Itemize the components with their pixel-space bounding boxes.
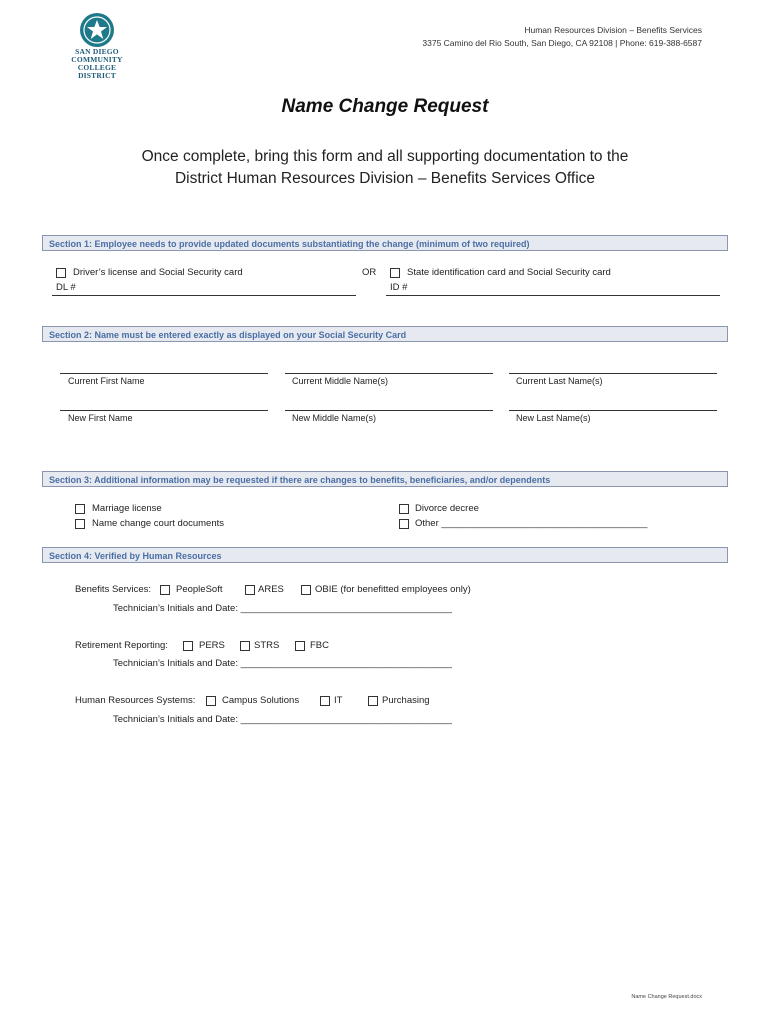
pers-label: PERS: [199, 640, 225, 651]
new-middle-name-field[interactable]: [285, 410, 493, 411]
fbc-label: FBC: [310, 640, 329, 651]
current-first-name-label: Current First Name: [68, 376, 145, 386]
other-checkbox[interactable]: [399, 519, 409, 529]
current-middle-name-label: Current Middle Name(s): [292, 376, 389, 386]
header-contact: [422, 24, 702, 50]
logo-line-1: SAN DIEGO: [75, 47, 119, 56]
section-2-heading: Section 2: Name must be entered exactly as displayed on your Social Security Card: [42, 326, 728, 342]
benefits-technician-line[interactable]: Technician’s Initials and Date: ________________________________________: [113, 603, 452, 614]
retirement-reporting-label: Retirement Reporting:: [75, 640, 168, 651]
district-logo: [52, 12, 142, 80]
fbc-checkbox[interactable]: [295, 641, 305, 651]
section-3-heading: Section 3: Additional information may be requested if there are changes to benefits, beneficiaries, and/or dependents: [42, 471, 728, 487]
court-documents-label: Name change court documents: [92, 518, 225, 529]
current-first-name-field[interactable]: [60, 373, 268, 374]
new-first-name-field[interactable]: [60, 410, 268, 411]
or-label: OR: [362, 267, 377, 278]
divorce-decree-label: Divorce decree: [415, 503, 479, 514]
campus-solutions-label: Campus Solutions: [222, 695, 300, 706]
new-last-name-field[interactable]: [509, 410, 717, 411]
star-seal-icon: [79, 12, 115, 48]
state-id-checkbox[interactable]: [390, 268, 400, 278]
instructions: [0, 146, 770, 190]
section-4-heading: Section 4: Verified by Human Resources: [42, 547, 728, 563]
it-checkbox[interactable]: [320, 696, 330, 706]
peoplesoft-checkbox[interactable]: [160, 585, 170, 595]
drivers-license-label: Driver’s license and Social Security card: [73, 267, 243, 278]
current-last-name-field[interactable]: [509, 373, 717, 374]
section-1-heading: Section 1: Employee needs to provide updated documents substantiating the change (minimum of two required): [42, 235, 728, 251]
ares-label: ARES: [258, 584, 284, 595]
strs-checkbox[interactable]: [240, 641, 250, 651]
dl-number-field[interactable]: [52, 295, 356, 296]
new-first-name-label: New First Name: [68, 413, 133, 423]
current-middle-name-field[interactable]: [285, 373, 493, 374]
strs-label: STRS: [254, 640, 280, 651]
header-address: 3375 Camino del Rio South, San Diego, CA 92108 | Phone: 619-388-6587: [422, 38, 702, 48]
instructions-line-1: Once complete, bring this form and all supporting documentation to the: [141, 148, 629, 165]
ares-checkbox[interactable]: [245, 585, 255, 595]
obie-checkbox[interactable]: [301, 585, 311, 595]
court-documents-checkbox[interactable]: [75, 519, 85, 529]
new-last-name-label: New Last Name(s): [516, 413, 591, 423]
id-number-field[interactable]: [386, 295, 720, 296]
id-number-label: ID #: [390, 282, 408, 293]
hr-systems-technician-line[interactable]: Technician’s Initials and Date: ________________________________________: [113, 714, 452, 725]
campus-solutions-checkbox[interactable]: [206, 696, 216, 706]
purchasing-label: Purchasing: [382, 695, 430, 706]
peoplesoft-label: PeopleSoft: [176, 584, 223, 595]
hr-systems-label: Human Resources Systems:: [75, 695, 196, 706]
footer-filename: Name Change Request.docx: [631, 994, 702, 1000]
instructions-line-2: District Human Resources Division – Benefits Services Office: [174, 170, 596, 187]
marriage-license-checkbox[interactable]: [75, 504, 85, 514]
current-last-name-label: Current Last Name(s): [516, 376, 603, 386]
state-id-label: State identification card and Social Security card: [407, 267, 611, 278]
logo-line-2: COMMUNITY COLLEGE: [71, 55, 123, 72]
logo-line-3: DISTRICT: [78, 71, 116, 80]
purchasing-checkbox[interactable]: [368, 696, 378, 706]
retirement-technician-line[interactable]: Technician’s Initials and Date: ________________________________________: [113, 658, 452, 669]
marriage-license-label: Marriage license: [92, 503, 162, 514]
new-middle-name-label: New Middle Name(s): [292, 413, 377, 423]
dl-number-label: DL #: [56, 282, 76, 293]
divorce-decree-checkbox[interactable]: [399, 504, 409, 514]
header-dept: Human Resources Division – Benefits Services: [524, 25, 702, 35]
pers-checkbox[interactable]: [183, 641, 193, 651]
obie-label: OBIE (for benefitted employees only): [315, 584, 471, 595]
benefits-services-label: Benefits Services:: [75, 584, 152, 595]
other-label: Other _______________________________________: [415, 518, 648, 529]
it-label: IT: [334, 695, 343, 706]
drivers-license-checkbox[interactable]: [56, 268, 66, 278]
page-title: Name Change Request: [281, 96, 489, 117]
